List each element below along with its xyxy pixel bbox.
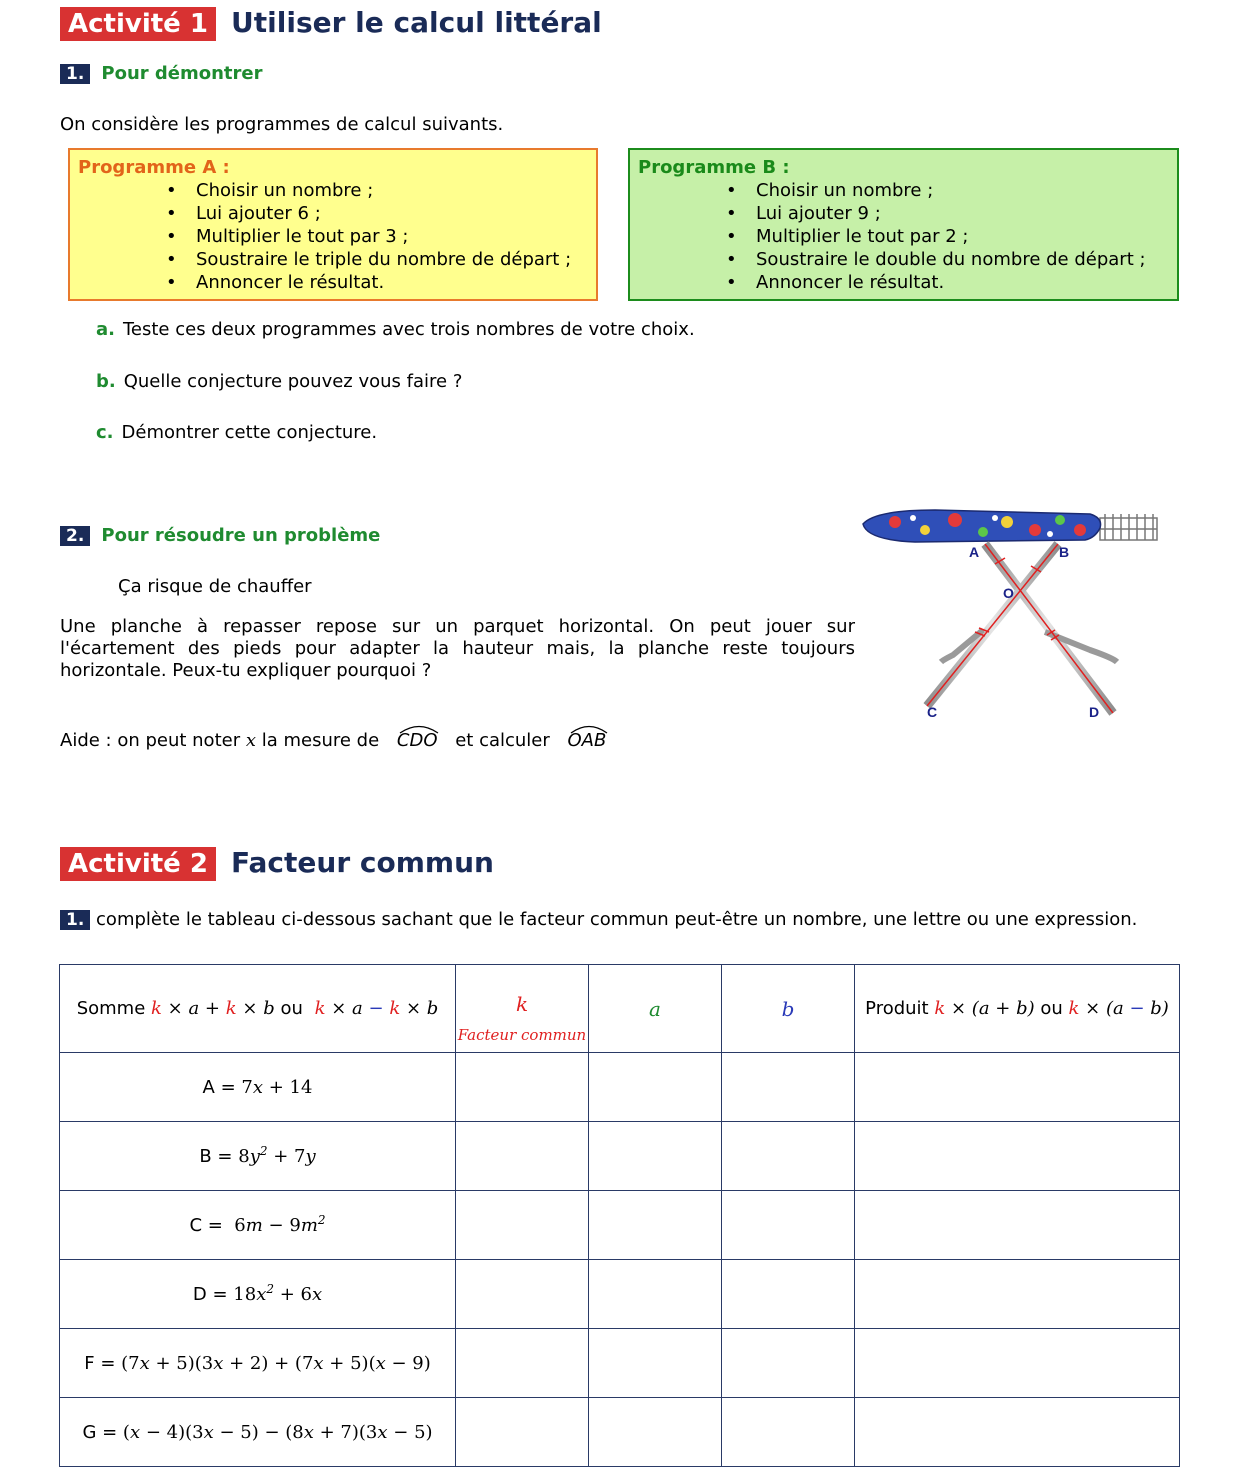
equals-sign: = [96, 1421, 123, 1443]
section1-intro: On considère les programmes de calcul suivants. [60, 114, 504, 135]
math-k: k [1068, 998, 1080, 1019]
math-term: − 5) − (8 [213, 1421, 304, 1443]
section2-title: Pour résoudre un problème [101, 525, 381, 546]
factor-a-cell[interactable] [589, 1191, 722, 1260]
hint-mid2: et calculer [449, 730, 556, 751]
header-a-label: a [649, 996, 661, 1021]
arc-icon [397, 722, 441, 734]
factor-a-cell[interactable] [589, 1053, 722, 1122]
factor-b-cell[interactable] [722, 1398, 855, 1467]
table-row [60, 1053, 1180, 1122]
factor-k-cell[interactable] [456, 1260, 589, 1329]
problem-subtitle: Ça risque de chauffer [118, 576, 312, 597]
header-a [589, 965, 722, 1053]
activity2-badge: Activité 2 [60, 847, 216, 881]
iron-rest [1100, 514, 1157, 540]
table-header-row [60, 965, 1180, 1053]
math-variable: y [249, 1145, 260, 1167]
math-term: − 9 [262, 1214, 301, 1236]
program-b-step: • Soustraire le double du nombre de départ ; [638, 248, 1169, 271]
math-b: b [426, 998, 439, 1019]
board-legs [927, 544, 1117, 713]
header-facteur-commun: Facteur commun [457, 1025, 587, 1044]
equals-sign: = [206, 1283, 234, 1305]
program-a-step: • Lui ajouter 6 ; [78, 202, 588, 225]
factor-k-cell[interactable] [456, 1122, 589, 1191]
table-row [60, 1329, 1180, 1398]
sum-expression-cell [60, 1329, 456, 1398]
math-op: × [1079, 998, 1106, 1019]
math-term: 18 [233, 1283, 257, 1305]
exponent: 2 [259, 1143, 268, 1158]
math-k: k [934, 998, 946, 1019]
arc-icon [568, 722, 610, 734]
math-variable: x [203, 1421, 214, 1443]
header-ou: ou [1034, 998, 1069, 1019]
factor-b-cell[interactable] [722, 1329, 855, 1398]
table-body [60, 1053, 1180, 1467]
program-b-step: • Annoncer le résultat. [638, 271, 1169, 294]
problem-hint [60, 730, 606, 752]
point-c-label: C [927, 704, 938, 720]
angle-oab [568, 730, 607, 752]
math-variable: x [377, 1421, 388, 1443]
activity1-header [60, 6, 602, 40]
math-variable: x [129, 1421, 141, 1443]
header-k-label: k [515, 991, 529, 1016]
point-o-label: O [1003, 585, 1014, 601]
product-cell[interactable] [855, 1329, 1180, 1398]
math-k: k [389, 998, 401, 1019]
math-term: − 5) [387, 1421, 433, 1443]
math-term: + 5)( [323, 1352, 376, 1374]
math-term: + 5)(3 [149, 1352, 214, 1374]
math-variable: x [313, 1352, 324, 1374]
math-term: + 14 [263, 1076, 313, 1098]
math-term: + 6 [273, 1283, 312, 1305]
math-term: − 4)(3 [140, 1421, 204, 1443]
exponent: 2 [317, 1212, 326, 1227]
math-term: − 9) [385, 1352, 431, 1374]
activity2-header [60, 846, 494, 880]
point-a-label: A [969, 544, 980, 560]
activity2-number: 1. [60, 910, 90, 930]
question-text: Teste ces deux programmes avec trois nombres de votre choix. [122, 319, 695, 340]
product-cell[interactable] [855, 1053, 1180, 1122]
section1-header [60, 63, 263, 85]
math-variable: x [375, 1352, 386, 1374]
table-row [60, 1260, 1180, 1329]
product-cell[interactable] [855, 1191, 1180, 1260]
math-variable: x [311, 1283, 323, 1305]
factor-a-cell[interactable] [589, 1260, 722, 1329]
question-a [96, 319, 695, 341]
factor-b-cell[interactable] [722, 1260, 855, 1329]
sum-expression-cell [60, 1122, 456, 1191]
program-a-title: Programme A : [78, 157, 230, 178]
math-variable: y [305, 1145, 316, 1167]
ironing-board-figure [855, 500, 1165, 730]
program-a-box [68, 148, 598, 301]
program-b-step: • Multiplier le tout par 2 ; [638, 225, 1169, 248]
math-op: × [945, 998, 972, 1019]
math-op: + [199, 998, 226, 1019]
hint-prefix: Aide : on peut noter [60, 730, 246, 751]
header-somme [60, 965, 456, 1053]
factor-k-cell[interactable] [456, 1329, 589, 1398]
sum-expression-cell [60, 1398, 456, 1467]
question-b [96, 371, 462, 393]
table-row [60, 1191, 1180, 1260]
hint-mid: la mesure de [255, 730, 385, 751]
activity2-instruction [60, 909, 1179, 931]
math-paren: ( [1105, 998, 1113, 1019]
point-d-label: D [1089, 704, 1100, 720]
math-op: × [400, 998, 427, 1019]
header-b-label: b [781, 996, 795, 1021]
question-c [96, 422, 377, 444]
program-b-step: • Lui ajouter 9 ; [638, 202, 1169, 225]
question-text: Quelle conjecture pouvez vous faire ? [123, 371, 463, 392]
header-produit [855, 965, 1180, 1053]
math-term: 6 [234, 1214, 246, 1236]
program-b-step: • Choisir un nombre ; [638, 179, 1169, 202]
factor-k-cell[interactable] [456, 1053, 589, 1122]
program-a-step: • Soustraire le triple du nombre de départ ; [78, 248, 588, 271]
expression-name: B [199, 1145, 212, 1167]
math-op: × [236, 998, 264, 1019]
math-variable: m [300, 1214, 318, 1236]
math-b: b [263, 998, 275, 1019]
product-cell[interactable] [855, 1122, 1180, 1191]
point-b-label: B [1059, 544, 1070, 560]
angle-cdo-label: CDO [396, 730, 438, 751]
math-a: a [978, 998, 990, 1019]
equals-sign: = [214, 1076, 242, 1098]
expression-name: F [84, 1352, 95, 1374]
math-variable: m [245, 1214, 263, 1236]
factor-table [59, 964, 1180, 1467]
table-row [60, 1398, 1180, 1467]
math-a: a [1113, 998, 1124, 1019]
angle-oab-label: OAB [567, 730, 607, 751]
math-paren: ) [1027, 998, 1035, 1019]
activity1-title: Utiliser le calcul littéral [231, 6, 602, 39]
factor-a-cell[interactable] [589, 1122, 722, 1191]
math-variable: x [256, 1283, 267, 1305]
geometry-overlay [927, 544, 1113, 713]
factor-a-cell[interactable] [589, 1329, 722, 1398]
sum-expression-cell [60, 1053, 456, 1122]
table-row [60, 1122, 1180, 1191]
math-variable: x [303, 1421, 314, 1443]
math-b: b [1016, 998, 1028, 1019]
math-a: a [352, 998, 363, 1019]
math-k: k [225, 998, 237, 1019]
sum-expression-cell [60, 1260, 456, 1329]
program-b-title: Programme B : [638, 157, 790, 178]
activity2-title: Facteur commun [231, 846, 494, 879]
math-k: k [151, 998, 162, 1019]
math-term: (7 [121, 1352, 140, 1374]
math-a: a [188, 998, 200, 1019]
factor-b-cell[interactable] [722, 1053, 855, 1122]
sum-expression-cell [60, 1191, 456, 1260]
math-term: + 2) + (7 [223, 1352, 314, 1374]
math-op: − [1123, 998, 1151, 1019]
header-k [456, 965, 589, 1053]
section2-header [60, 525, 380, 547]
math-k: k [314, 998, 326, 1019]
program-a-step: • Annoncer le résultat. [78, 271, 588, 294]
math-term: + 7 [267, 1145, 306, 1167]
program-a-step: • Multiplier le tout par 3 ; [78, 225, 588, 248]
math-paren: ) [1161, 998, 1169, 1019]
header-ou: ou [274, 998, 309, 1019]
math-op: + [989, 998, 1017, 1019]
section1-title: Pour démontrer [101, 63, 263, 84]
exponent: 2 [266, 1281, 274, 1296]
expression-name: C [189, 1214, 203, 1236]
math-b: b [1150, 998, 1162, 1019]
hint-variable: x [245, 730, 256, 751]
section1-number: 1. [60, 64, 90, 84]
program-a-steps [78, 179, 588, 294]
section2-number: 2. [60, 526, 90, 546]
expression-name: A [202, 1076, 215, 1098]
equals-sign: = [94, 1352, 122, 1374]
question-text: Démontrer cette conjecture. [121, 422, 378, 443]
math-op: × [325, 998, 353, 1019]
header-produit-label: Produit [865, 998, 935, 1019]
expression-name: G [82, 1421, 97, 1443]
math-variable: x [252, 1076, 264, 1098]
product-cell[interactable] [855, 1398, 1180, 1467]
problem-paragraph: Une planche à repasser repose sur un parquet horizontal. On peut jouer sur l'écartement des pieds pour adapter la hauteur mais, la planche reste toujours horizontale. Peux-tu expliquer pourquoi ? [60, 616, 855, 681]
program-b-box [628, 148, 1179, 301]
math-term: 8 [238, 1145, 250, 1167]
math-variable: x [213, 1352, 224, 1374]
header-b [722, 965, 855, 1053]
question-letter: c. [96, 422, 114, 443]
factor-a-cell[interactable] [589, 1398, 722, 1467]
factor-k-cell[interactable] [456, 1398, 589, 1467]
question-letter: b. [96, 371, 116, 392]
factor-k-cell[interactable] [456, 1191, 589, 1260]
math-term: 7 [241, 1076, 253, 1098]
header-somme-label: Somme [76, 998, 152, 1019]
equals-sign: = [211, 1145, 239, 1167]
factor-b-cell[interactable] [722, 1122, 855, 1191]
math-op: × [161, 998, 189, 1019]
board-top [863, 510, 1101, 542]
program-b-steps [638, 179, 1169, 294]
activity2-instruction-text: complète le tableau ci-dessous sachant que le facteur commun peut-être un nombre, une lettre ou une expression. [96, 909, 1138, 930]
math-variable: x [139, 1352, 150, 1374]
math-term: + 7)(3 [313, 1421, 378, 1443]
expression-name: D [192, 1283, 207, 1305]
math-term: ( [122, 1421, 130, 1443]
question-letter: a. [96, 319, 115, 340]
factor-b-cell[interactable] [722, 1191, 855, 1260]
program-a-step: • Choisir un nombre ; [78, 179, 588, 202]
math-op: − [362, 998, 390, 1019]
product-cell[interactable] [855, 1260, 1180, 1329]
activity1-badge: Activité 1 [60, 7, 216, 41]
math-paren: ( [971, 998, 979, 1019]
angle-cdo [397, 730, 438, 752]
equals-sign: = [202, 1214, 235, 1236]
